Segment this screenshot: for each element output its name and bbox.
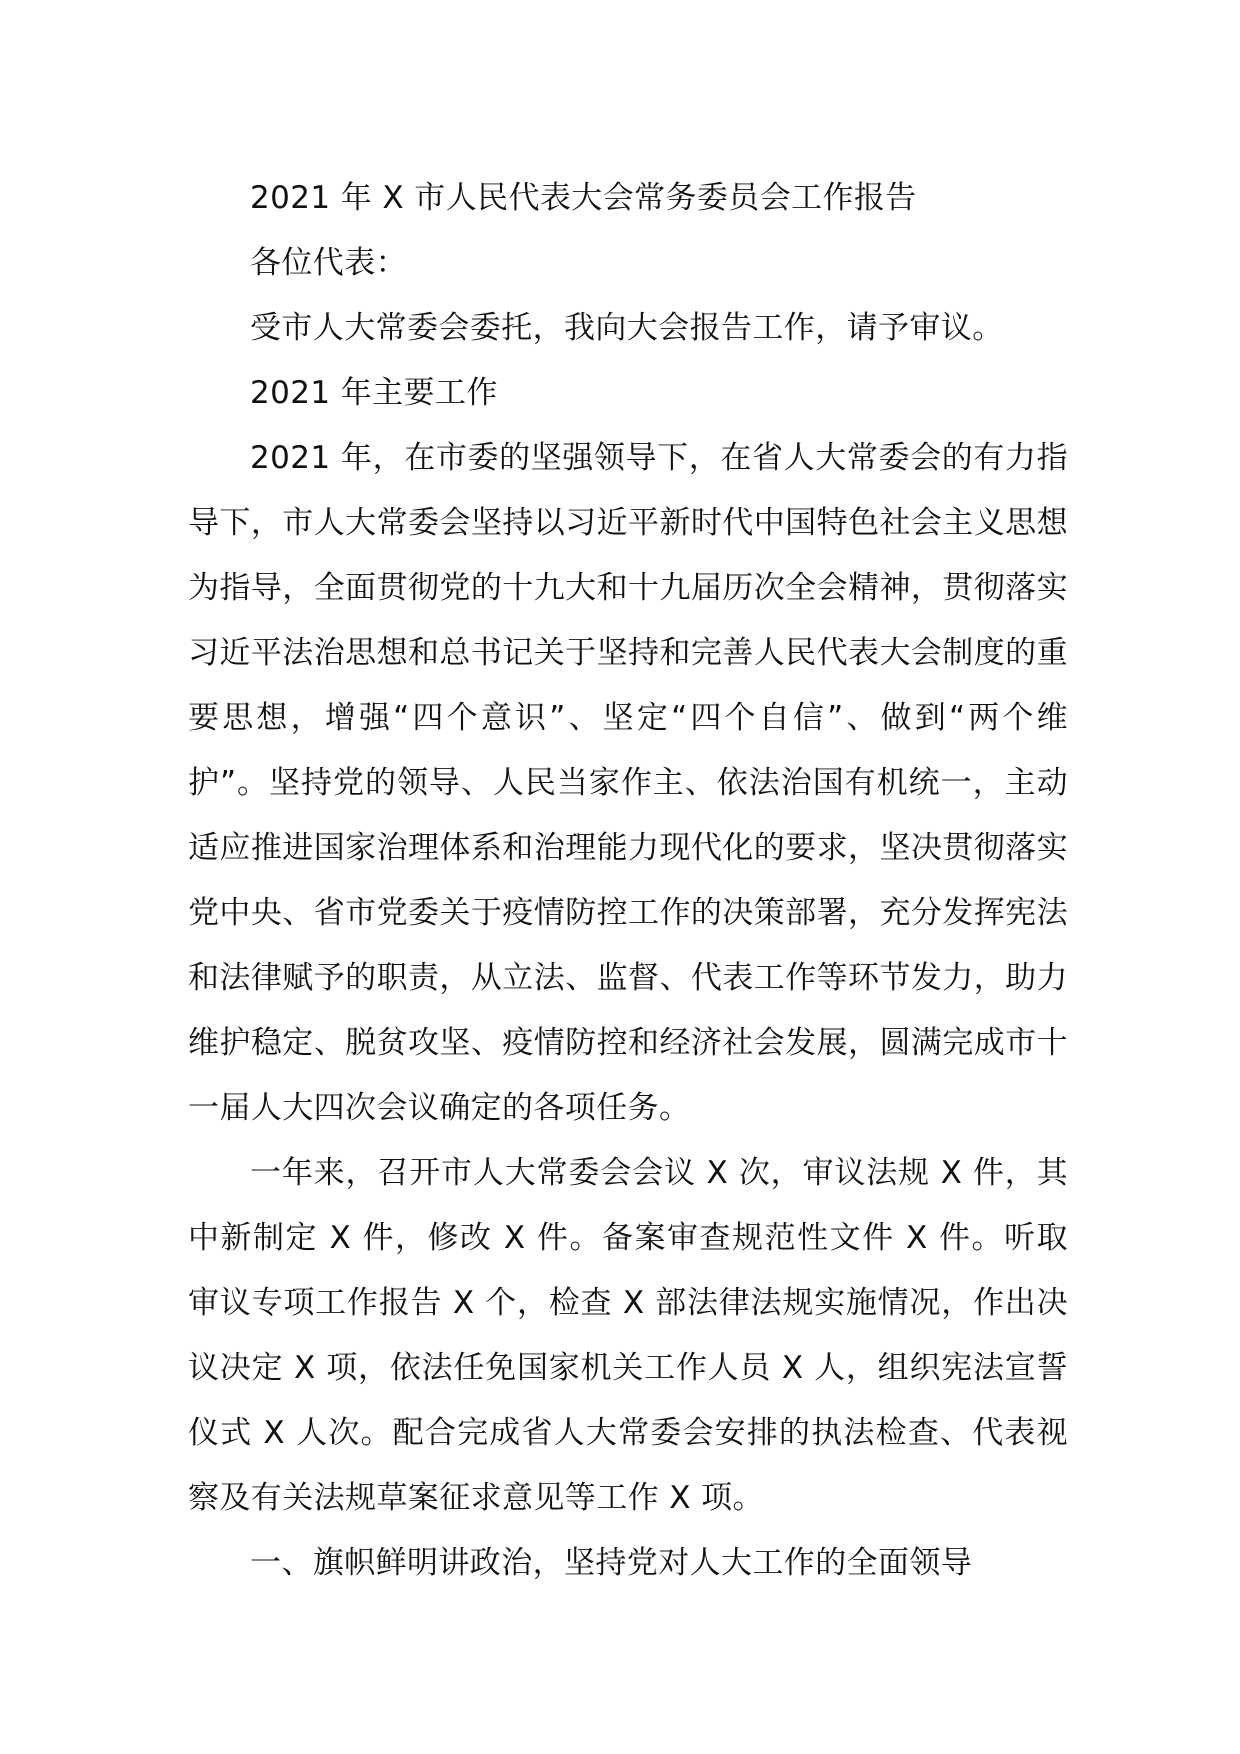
salutation: 各位代表： — [250, 245, 407, 281]
paragraph-statistics: 一年来，召开市人大常委会会议 X 次，审议法规 X 件，其中新制定 X 件，修改 X 件。备案审查规范性文件 X 件。听取审议专项工作报告 X 个，检查 X 部法律法规实施情况，作出决议决定 X 项，依法任免国家机关工作人员 X 人，组织宪法宣誓仪式 X 人次。配合完成省人大常委会安排的执法检查、代表视察及有关法规草案征求意见等工作 X 项。 — [188, 1155, 1068, 1516]
document-body — [188, 166, 1068, 1596]
document-title: 2021 年 X 市人民代表大会常务委员会工作报告 — [250, 180, 917, 216]
paragraph-main-work: 2021 年，在市委的坚强领导下，在省人大常委会的有力指导下，市人大常委会坚持以习近平新时代中国特色社会主义思想为指导，全面贯彻党的十九大和十九届历次全会精神，贯彻落实习近平法治思想和总书记关于坚持和完善人民代表大会制度的重要思想，增强“四个意识”、坚定“四个自信”、做到“两个维护”。坚持党的领导、人民当家作主、依法治国有机统一，主动适应推进国家治理体系和治理能力现代化的要求，坚决贯彻落实党中央、省市党委关于疫情防控工作的决策部署，充分发挥宪法和法律赋予的职责，从立法、监督、代表工作等环节发力，助力维护稳定、脱贫攻坚、疫情防控和经济社会发展，圆满完成市十一届人大四次会议确定的各项任务。 — [188, 440, 1068, 1126]
subsection-heading: 一、旗帜鲜明讲政治，坚持党对人大工作的全面领导 — [250, 1545, 973, 1581]
opening-statement: 受市人大常委会委托，我向大会报告工作，请予审议。 — [250, 310, 1004, 346]
section-heading: 2021 年主要工作 — [250, 375, 498, 411]
